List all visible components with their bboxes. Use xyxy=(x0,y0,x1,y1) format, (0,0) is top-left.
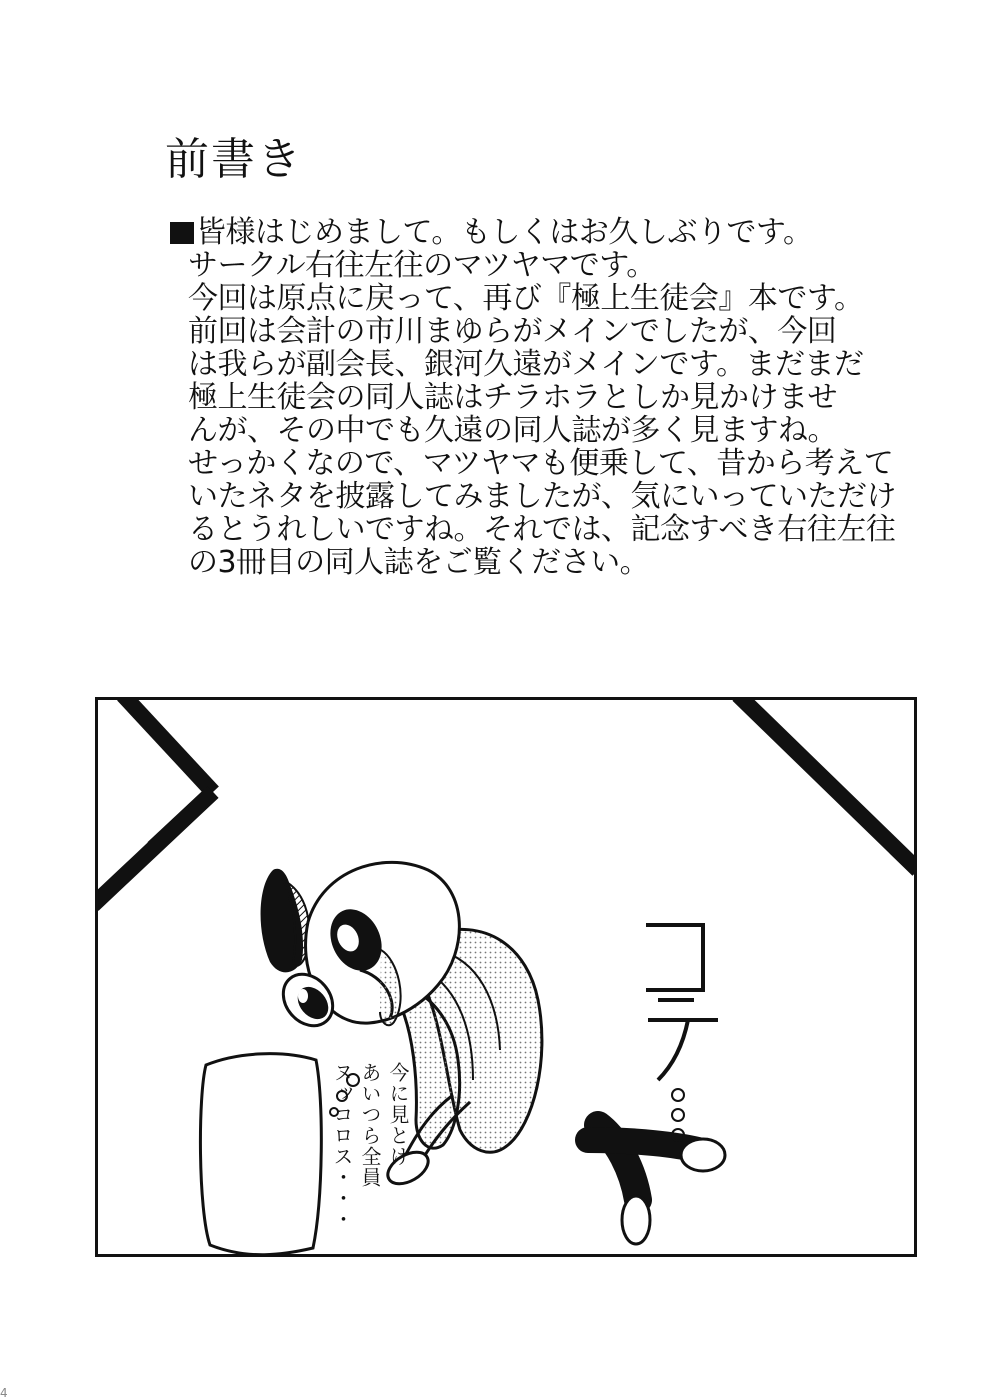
sfx-kote xyxy=(646,925,718,1141)
intro-line: 極上生徒会の同人誌はチラホラとしか見かけませ xyxy=(188,380,837,415)
speech-bubble-text xyxy=(294,1062,412,1242)
floor-lines xyxy=(98,700,914,905)
intro-line: 皆様はじめまして。もしくはお久しぶりです。 xyxy=(170,216,850,249)
intro-line: 前回は会計の市川まゆらがメインでしたが、今回 xyxy=(188,314,837,349)
intro-line: いたネタを披露してみましたが、気にいっていただけ xyxy=(188,479,896,514)
page-title: 前書き xyxy=(165,134,303,185)
speech-line: あいつら全員 xyxy=(358,1062,382,1188)
intro-line: るとうれしいですね。それでは、記念すべき右往左往 xyxy=(188,512,896,547)
speech-line: 今に見とけ xyxy=(386,1062,410,1167)
intro-line: んが、その中でも久遠の同人誌が多く見ますね。 xyxy=(188,413,837,448)
intro-line: 今回は原点に戻って、再び『極上生徒会』本です。 xyxy=(188,281,864,316)
character-head-tuft xyxy=(261,869,310,973)
intro-text xyxy=(170,215,896,580)
comic-panel xyxy=(95,697,917,1257)
page-number: 4 xyxy=(0,1386,8,1400)
bullet-square-icon xyxy=(170,222,194,244)
intro-line: の3冊目の同人誌をご覧ください。 xyxy=(188,545,650,580)
character-legs xyxy=(588,1125,725,1244)
intro-line: せっかくなので、マツヤマも便乗して、昔から考えて xyxy=(188,446,894,481)
intro-line: は我らが副会長、銀河久遠がメインです。まだまだ xyxy=(188,347,864,382)
comic-illustration xyxy=(98,700,914,1254)
speech-line: ヌッコロス・・・ xyxy=(330,1062,354,1230)
intro-line: サークル右往左往のマツヤマです。 xyxy=(188,248,656,283)
